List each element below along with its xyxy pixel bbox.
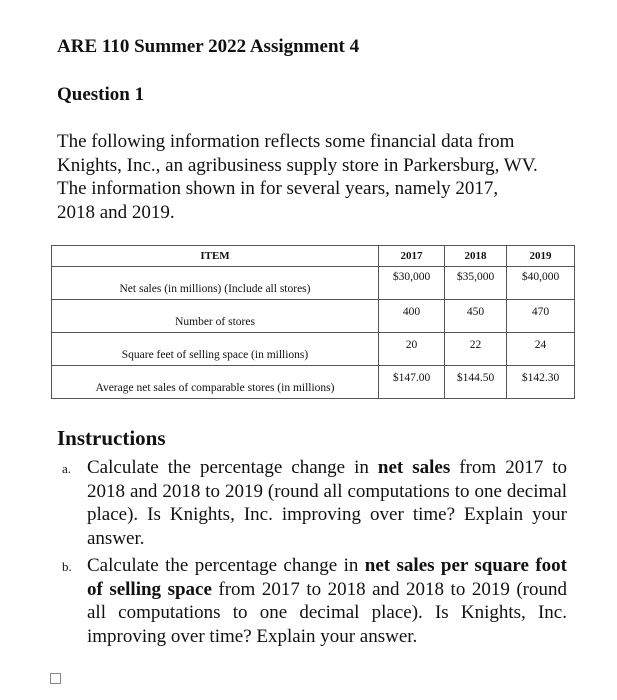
instructions-title: Instructions [57,426,166,450]
row-label: Square feet of selling space (in millions) [52,333,379,366]
table-row-square-feet [52,333,575,366]
cell-value: 22 [445,333,507,366]
instruction-emphasis: net sales [377,457,451,478]
table-row-number-of-stores [52,300,575,333]
table-row-average-net-sales [52,366,575,399]
checkbox[interactable] [50,673,61,684]
instruction-item-b [62,554,567,648]
instructions-list [62,456,567,652]
instruction-emphasis: net sales per square foot of selling space [87,555,568,600]
cell-value: 24 [507,333,575,366]
cell-value: 450 [445,300,507,333]
instruction-text-part: from 2017 to 2018 and 2018 to 2019 (round all computations to one decimal place). Is Knights, Inc. improving over time? Explain your answer. [87,457,567,549]
document-title: ARE 110 Summer 2022 Assignment 4 [57,36,360,57]
row-label: Average net sales of comparable stores (in millions) [52,366,379,399]
header-2018: 2018 [445,246,507,267]
table-row-net-sales [52,267,575,300]
financial-data-table [51,245,575,399]
intro-line: Knights, Inc., an agribusiness supply store in Parkersburg, WV. [57,154,538,176]
instruction-item-a [62,456,567,550]
intro-line: 2018 and 2019. [57,201,175,223]
header-item: ITEM [52,246,379,267]
intro-paragraph [57,130,577,224]
cell-value: $40,000 [507,267,575,300]
row-label: Net sales (in millions) (Include all stores) [52,267,379,300]
cell-value: $147.00 [379,366,445,399]
intro-line: The following information reflects some financial data from [57,131,515,152]
header-2019: 2019 [507,246,575,267]
cell-value: $144.50 [445,366,507,399]
instruction-text-part: Calculate the percentage change in [87,555,365,576]
instruction-text-part: from 2017 to 2018 and 2018 to 2019 (round all computations to one decimal place). Is Knights, Inc. improving over time? Explain your answer. [87,578,567,647]
instruction-text [87,554,567,648]
header-2017: 2017 [379,246,445,267]
instruction-text-part: Calculate the percentage change in [87,457,378,478]
question-title: Question 1 [57,84,145,105]
cell-value: $142.30 [507,366,575,399]
cell-value: 20 [379,333,445,366]
instruction-text [87,456,567,550]
intro-line: The information shown in for several years, namely 2017, [57,178,499,199]
row-label: Number of stores [52,300,379,333]
cell-value: 470 [507,300,575,333]
item-marker: a. [62,461,72,476]
table-header-row [52,246,575,267]
cell-value: $35,000 [445,267,507,300]
cell-value: 400 [379,300,445,333]
item-marker: b. [62,559,72,574]
cell-value: $30,000 [379,267,445,300]
